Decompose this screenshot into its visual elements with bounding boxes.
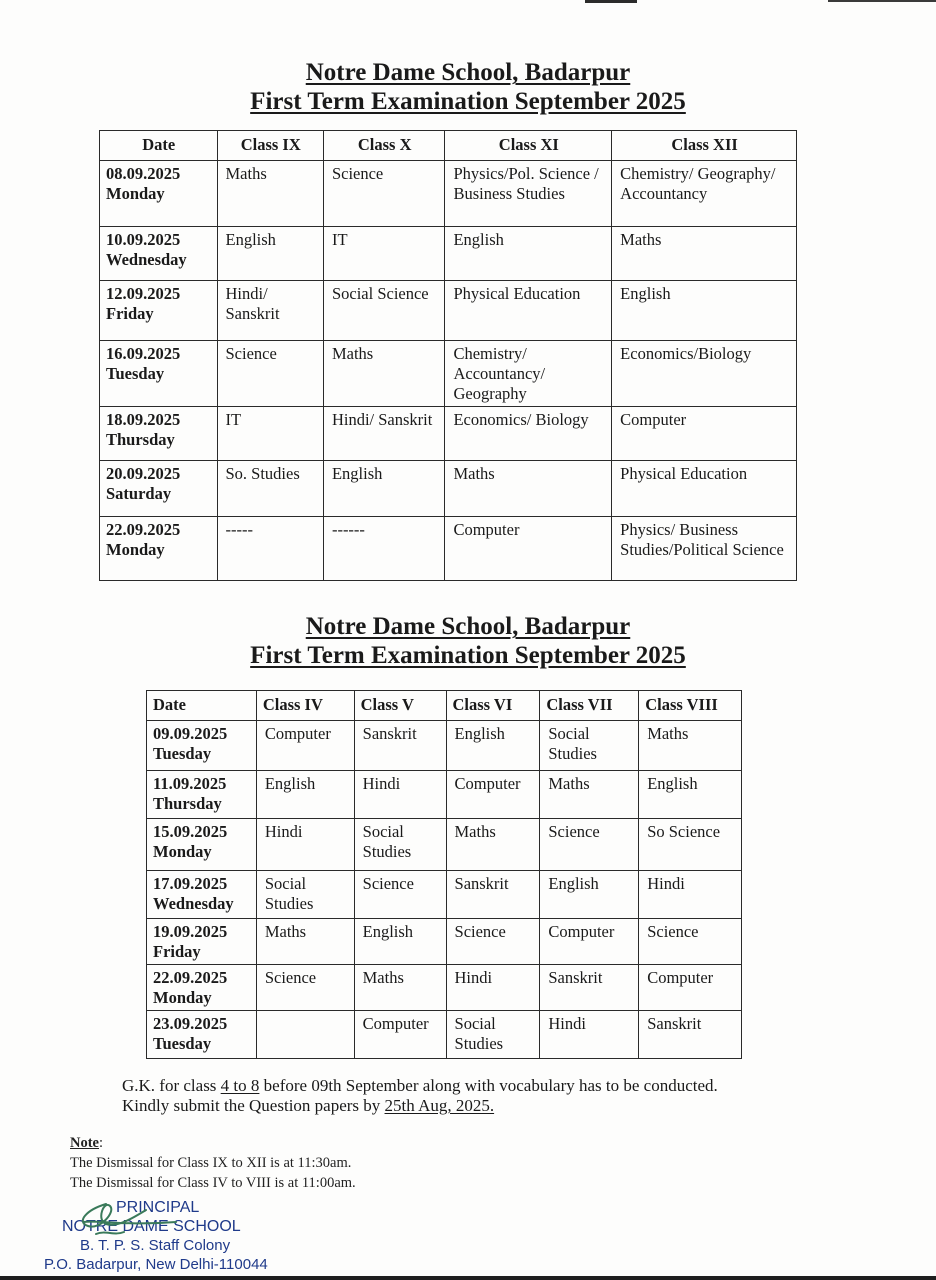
exam-day: Saturday <box>106 484 172 503</box>
subject-cell: Physical Education <box>445 281 612 341</box>
subject-cell: Hindi <box>639 871 742 919</box>
senior-timetable-heading <box>0 58 936 116</box>
exam-day: Monday <box>153 988 212 1007</box>
subject-cell: Maths <box>540 771 639 819</box>
table-row <box>100 227 797 281</box>
stamp-address: B. T. P. S. Staff Colony <box>80 1237 231 1254</box>
junior-timetable <box>146 690 742 1059</box>
page-edge-shadow <box>585 0 637 3</box>
exam-date: 16.09.2025 <box>106 344 181 363</box>
subject-cell: Maths <box>446 819 540 871</box>
date-cell <box>147 919 257 965</box>
school-name: Notre Dame School, Badarpur <box>305 59 631 86</box>
exam-day: Monday <box>106 184 165 203</box>
subject-cell: Science <box>540 819 639 871</box>
exam-date: 17.09.2025 <box>153 874 228 893</box>
instruction-line-gk: G.K. for class 4 to 8 before 09th September along with vocabulary has to be conducted. <box>122 1076 718 1095</box>
senior-timetable <box>99 130 797 581</box>
note-label: Note <box>70 1135 99 1151</box>
date-cell <box>100 227 218 281</box>
note-line: The Dismissal for Class IV to VIII is at 11:00am. <box>70 1175 356 1191</box>
table-row <box>100 461 797 517</box>
date-cell <box>147 1011 257 1059</box>
subject-cell: Science <box>639 919 742 965</box>
subject-cell: English <box>256 771 354 819</box>
instructions <box>122 1076 718 1116</box>
subject-cell: Computer <box>612 407 797 461</box>
column-header-class-vi: Class VI <box>446 691 540 721</box>
dismissal-note: Note: The Dismissal for Class IX to XII is at 11:30am. The Dismissal for Class IV to VIII is at 11:00am. <box>70 1135 356 1191</box>
subject-cell: Economics/Biology <box>612 341 797 407</box>
exam-title: First Term Examination September 2025 <box>250 88 686 115</box>
date-cell <box>147 871 257 919</box>
subject-cell: Economics/ Biology <box>445 407 612 461</box>
subject-cell: Science <box>323 161 445 227</box>
exam-day: Wednesday <box>153 894 234 913</box>
subject-cell: Physics/Pol. Science / Business Studies <box>445 161 612 227</box>
table-row <box>100 341 797 407</box>
table-row <box>100 517 797 581</box>
subject-cell: English <box>217 227 323 281</box>
subject-cell: Hindi <box>446 965 540 1011</box>
exam-date: 09.09.2025 <box>153 724 228 743</box>
table-row <box>147 771 742 819</box>
subject-cell: Maths <box>445 461 612 517</box>
date-cell <box>100 517 218 581</box>
subject-cell: Science <box>446 919 540 965</box>
subject-cell: Physics/ Business Studies/Political Science <box>612 517 797 581</box>
subject-cell: Maths <box>354 965 446 1011</box>
stamp-school: NOTRE DAME SCHOOL <box>62 1218 241 1235</box>
subject-cell: Social Studies <box>354 819 446 871</box>
exam-day: Tuesday <box>106 364 165 383</box>
date-cell <box>100 407 218 461</box>
subject-cell: ----- <box>217 517 323 581</box>
subject-cell: Maths <box>256 919 354 965</box>
subject-cell: English <box>639 771 742 819</box>
exam-date: 10.09.2025 <box>106 230 181 249</box>
stamp-title: PRINCIPAL <box>116 1199 200 1216</box>
table-row <box>147 919 742 965</box>
instruction-line-submit: Kindly submit the Question papers by 25th Aug, 2025. <box>122 1096 495 1115</box>
subject-cell: Social Studies <box>446 1011 540 1059</box>
subject-cell: Sanskrit <box>540 965 639 1011</box>
submission-deadline: 25th Aug, 2025. <box>384 1096 495 1115</box>
table-row <box>100 281 797 341</box>
column-header-date: Date <box>100 131 218 161</box>
subject-cell: Social Studies <box>256 871 354 919</box>
table-row <box>100 407 797 461</box>
exam-date: 22.09.2025 <box>106 520 181 539</box>
subject-cell: English <box>612 281 797 341</box>
exam-date: 08.09.2025 <box>106 164 181 183</box>
column-header-class-v: Class V <box>354 691 446 721</box>
exam-date: 11.09.2025 <box>153 774 227 793</box>
note-line: The Dismissal for Class IX to XII is at 11:30am. <box>70 1155 352 1171</box>
subject-cell: Hindi <box>256 819 354 871</box>
exam-day: Thursday <box>106 430 175 449</box>
exam-day: Tuesday <box>153 1034 212 1053</box>
subject-cell: Social Studies <box>540 721 639 771</box>
principal-stamp <box>40 1198 340 1274</box>
subject-cell: Hindi/ Sanskrit <box>323 407 445 461</box>
subject-cell: Social Science <box>323 281 445 341</box>
subject-cell: English <box>446 721 540 771</box>
subject-cell: IT <box>323 227 445 281</box>
table-row <box>147 871 742 919</box>
school-name: Notre Dame School, Badarpur <box>305 613 631 640</box>
table-row <box>147 721 742 771</box>
subject-cell: Maths <box>217 161 323 227</box>
subject-cell: English <box>445 227 612 281</box>
stamp-address: P.O. Badarpur, New Delhi-110044 <box>44 1256 268 1273</box>
subject-cell: Sanskrit <box>354 721 446 771</box>
exam-day: Wednesday <box>106 250 187 269</box>
table-row <box>100 161 797 227</box>
date-cell <box>100 341 218 407</box>
date-cell <box>147 819 257 871</box>
exam-day: Friday <box>106 304 154 323</box>
exam-day: Monday <box>106 540 165 559</box>
subject-cell: Maths <box>323 341 445 407</box>
subject-cell: Sanskrit <box>639 1011 742 1059</box>
exam-date: 18.09.2025 <box>106 410 181 429</box>
subject-cell: So Science <box>639 819 742 871</box>
subject-cell <box>256 1011 354 1059</box>
exam-day: Monday <box>153 842 212 861</box>
subject-cell: Computer <box>256 721 354 771</box>
page-edge-shadow <box>0 1276 936 1280</box>
column-header-date: Date <box>147 691 257 721</box>
subject-cell: Computer <box>446 771 540 819</box>
subject-cell: Maths <box>612 227 797 281</box>
subject-cell: Physical Education <box>612 461 797 517</box>
exam-date: 23.09.2025 <box>153 1014 228 1033</box>
subject-cell: Computer <box>540 919 639 965</box>
subject-cell: Hindi <box>354 771 446 819</box>
class-range: 4 to 8 <box>220 1076 260 1095</box>
subject-cell: Computer <box>354 1011 446 1059</box>
subject-cell: ------ <box>323 517 445 581</box>
subject-cell: Chemistry/ Geography/ Accountancy <box>612 161 797 227</box>
subject-cell: Hindi <box>540 1011 639 1059</box>
subject-cell: Computer <box>445 517 612 581</box>
column-header-class-x: Class X <box>323 131 445 161</box>
column-header-class-ix: Class IX <box>217 131 323 161</box>
subject-cell: IT <box>217 407 323 461</box>
exam-date: 20.09.2025 <box>106 464 181 483</box>
table-header-row <box>147 691 742 721</box>
subject-cell: Maths <box>639 721 742 771</box>
subject-cell: Hindi/ Sanskrit <box>217 281 323 341</box>
column-header-class-vii: Class VII <box>540 691 639 721</box>
exam-date: 19.09.2025 <box>153 922 228 941</box>
subject-cell: Computer <box>639 965 742 1011</box>
table-row <box>147 819 742 871</box>
subject-cell: So. Studies <box>217 461 323 517</box>
date-cell <box>147 721 257 771</box>
table-header-row <box>100 131 797 161</box>
date-cell <box>100 161 218 227</box>
subject-cell: English <box>323 461 445 517</box>
exam-day: Thursday <box>153 794 222 813</box>
exam-day: Tuesday <box>153 744 212 763</box>
exam-title: First Term Examination September 2025 <box>250 642 686 669</box>
date-cell <box>100 461 218 517</box>
subject-cell: English <box>354 919 446 965</box>
subject-cell: Chemistry/ Accountancy/ Geography <box>445 341 612 407</box>
date-cell <box>147 771 257 819</box>
exam-date: 12.09.2025 <box>106 284 181 303</box>
table-row <box>147 1011 742 1059</box>
junior-timetable-heading <box>0 612 936 670</box>
date-cell <box>100 281 218 341</box>
subject-cell: Science <box>354 871 446 919</box>
subject-cell: Sanskrit <box>446 871 540 919</box>
subject-cell: Science <box>217 341 323 407</box>
column-header-class-xi: Class XI <box>445 131 612 161</box>
table-row <box>147 965 742 1011</box>
date-cell <box>147 965 257 1011</box>
exam-day: Friday <box>153 942 201 961</box>
exam-date: 22.09.2025 <box>153 968 228 987</box>
subject-cell: English <box>540 871 639 919</box>
page-edge-shadow <box>828 0 936 2</box>
column-header-class-iv: Class IV <box>256 691 354 721</box>
exam-date: 15.09.2025 <box>153 822 228 841</box>
subject-cell: Science <box>256 965 354 1011</box>
column-header-class-xii: Class XII <box>612 131 797 161</box>
column-header-class-viii: Class VIII <box>639 691 742 721</box>
